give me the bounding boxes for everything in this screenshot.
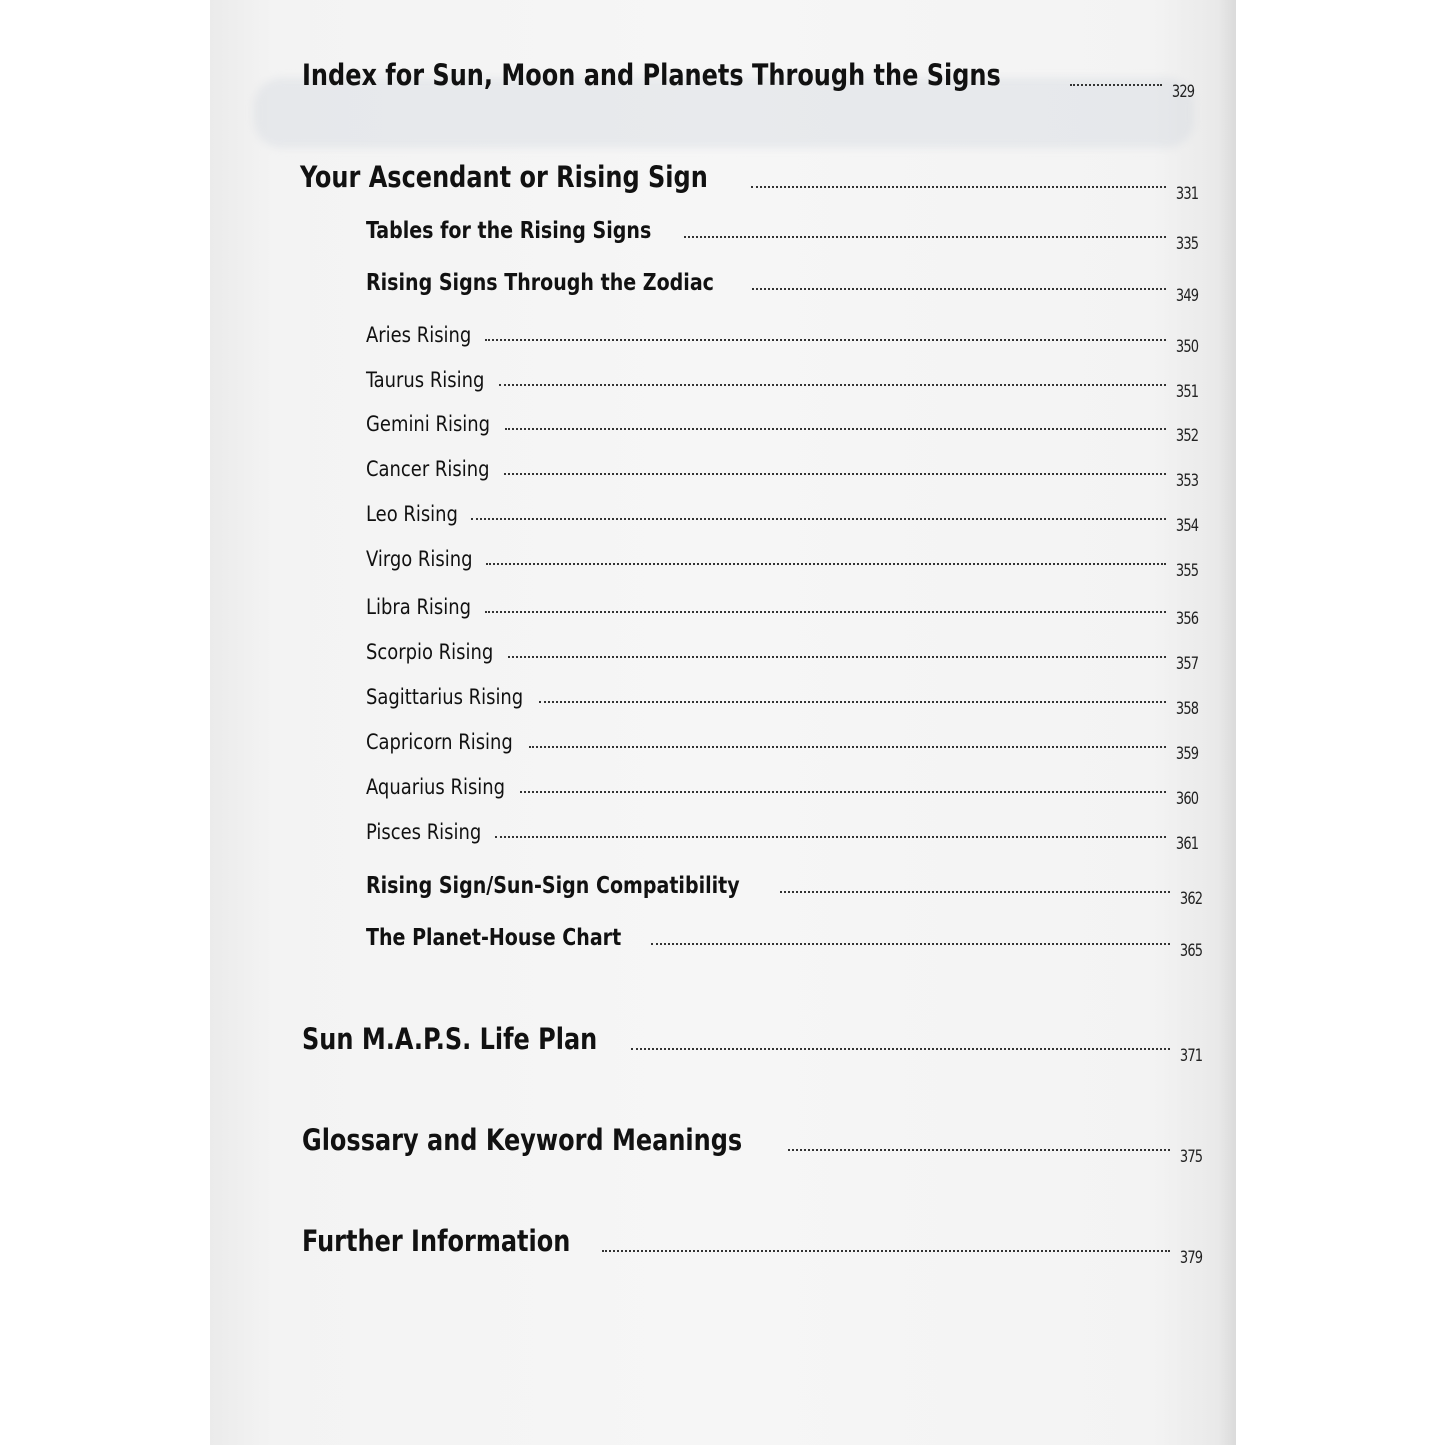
- dot-leader: [602, 1250, 1170, 1252]
- toc-entry-glossary-keyword-meanings: [302, 1123, 1202, 1167]
- toc-entry-label: Virgo Rising: [366, 547, 473, 571]
- toc-entry-taurus-rising: [366, 368, 1198, 402]
- book-page: [210, 0, 1236, 1445]
- toc-page-number: 375: [1179, 1147, 1202, 1167]
- dot-leader: [751, 186, 1166, 188]
- toc-page-number: 329: [1171, 82, 1194, 102]
- toc-page-number: 371: [1179, 1046, 1202, 1066]
- toc-page-number: 355: [1175, 561, 1198, 581]
- toc-entry-label: Further Information: [302, 1224, 571, 1258]
- toc-entry-label: Leo Rising: [366, 502, 458, 526]
- dot-leader: [499, 384, 1166, 386]
- toc-entry-label: Gemini Rising: [366, 412, 491, 436]
- toc-entry-label: Aquarius Rising: [366, 775, 506, 799]
- dot-leader: [651, 943, 1169, 945]
- toc-entry-label: The Planet-House Chart: [366, 925, 622, 951]
- dot-leader: [539, 701, 1165, 703]
- toc-entry-scorpio-rising: [366, 640, 1198, 674]
- toc-entry-label: Glossary and Keyword Meanings: [302, 1123, 743, 1157]
- toc-entry-index-sun-moon-planets: [302, 58, 1194, 102]
- toc-page-number: 365: [1179, 941, 1202, 961]
- toc-entry-rising-sun-sign-compatibility: [366, 873, 1202, 909]
- toc-page-number: 352: [1175, 426, 1198, 446]
- toc-entry-further-information: [302, 1224, 1202, 1268]
- toc-entry-label: Cancer Rising: [366, 457, 490, 481]
- toc-entry-label: Tables for the Rising Signs: [366, 218, 652, 244]
- dot-leader: [529, 746, 1166, 748]
- toc-entry-pisces-rising: [366, 820, 1198, 854]
- toc-entry-label: Sun M.A.P.S. Life Plan: [302, 1022, 598, 1056]
- toc-entry-rising-signs-zodiac: [366, 270, 1198, 306]
- dot-leader: [780, 891, 1170, 893]
- toc-page-number: 379: [1179, 1248, 1202, 1268]
- toc-page-number: 354: [1175, 516, 1198, 536]
- toc-entry-label: Scorpio Rising: [366, 640, 494, 664]
- toc-entry-label: Pisces Rising: [366, 820, 482, 844]
- dot-leader: [684, 236, 1166, 238]
- dot-leader: [505, 428, 1166, 430]
- toc-entry-planet-house-chart: [366, 925, 1202, 961]
- dot-leader: [471, 518, 1166, 520]
- toc-page-number: 351: [1175, 382, 1198, 402]
- dot-leader: [752, 288, 1166, 290]
- dot-leader: [495, 836, 1165, 838]
- toc-page-number: 356: [1175, 609, 1198, 629]
- dot-leader: [1070, 84, 1162, 86]
- toc-entry-aries-rising: [366, 323, 1198, 357]
- toc-page-number: 360: [1175, 789, 1198, 809]
- toc-entry-sagittarius-rising: [366, 685, 1198, 719]
- toc-entry-label: Libra Rising: [366, 595, 472, 619]
- dot-leader: [485, 611, 1166, 613]
- toc-entry-virgo-rising: [366, 547, 1198, 581]
- toc-entry-label: Rising Sign/Sun-Sign Compatibility: [366, 873, 740, 899]
- toc-page-number: 357: [1175, 654, 1198, 674]
- toc-entry-aquarius-rising: [366, 775, 1198, 809]
- toc-page-number: 331: [1175, 184, 1198, 204]
- dot-leader: [631, 1048, 1170, 1050]
- toc-page-number: 362: [1179, 889, 1202, 909]
- toc-entry-label: Your Ascendant or Rising Sign: [300, 160, 708, 194]
- toc-entry-label: Capricorn Rising: [366, 730, 513, 754]
- toc-page-number: 335: [1175, 234, 1198, 254]
- dot-leader: [508, 656, 1166, 658]
- toc-page-number: 353: [1175, 471, 1198, 491]
- toc-entry-label: Sagittarius Rising: [366, 685, 524, 709]
- toc-entry-label: Taurus Rising: [366, 368, 485, 392]
- toc-page-number: 349: [1175, 286, 1198, 306]
- toc-entry-label: Rising Signs Through the Zodiac: [366, 270, 714, 296]
- toc-entry-ascendant-rising-sign: [300, 160, 1198, 204]
- toc-page-number: 350: [1175, 337, 1198, 357]
- toc-entry-tables-rising-signs: [366, 218, 1198, 254]
- dot-leader: [504, 473, 1166, 475]
- toc-entry-label: Index for Sun, Moon and Planets Through the Signs: [302, 58, 1001, 92]
- toc-entry-sun-maps-life-plan: [302, 1022, 1202, 1066]
- dot-leader: [486, 563, 1166, 565]
- toc-page-number: 361: [1175, 834, 1198, 854]
- toc-page-number: 358: [1175, 699, 1198, 719]
- toc-entry-gemini-rising: [366, 412, 1198, 446]
- toc-entry-cancer-rising: [366, 457, 1198, 491]
- toc-entry-capricorn-rising: [366, 730, 1198, 764]
- toc-entry-libra-rising: [366, 595, 1198, 629]
- toc-entry-leo-rising: [366, 502, 1198, 536]
- dot-leader: [788, 1149, 1169, 1151]
- dot-leader: [520, 791, 1165, 793]
- dot-leader: [485, 339, 1166, 341]
- toc-entry-label: Aries Rising: [366, 323, 472, 347]
- toc-page-number: 359: [1175, 744, 1198, 764]
